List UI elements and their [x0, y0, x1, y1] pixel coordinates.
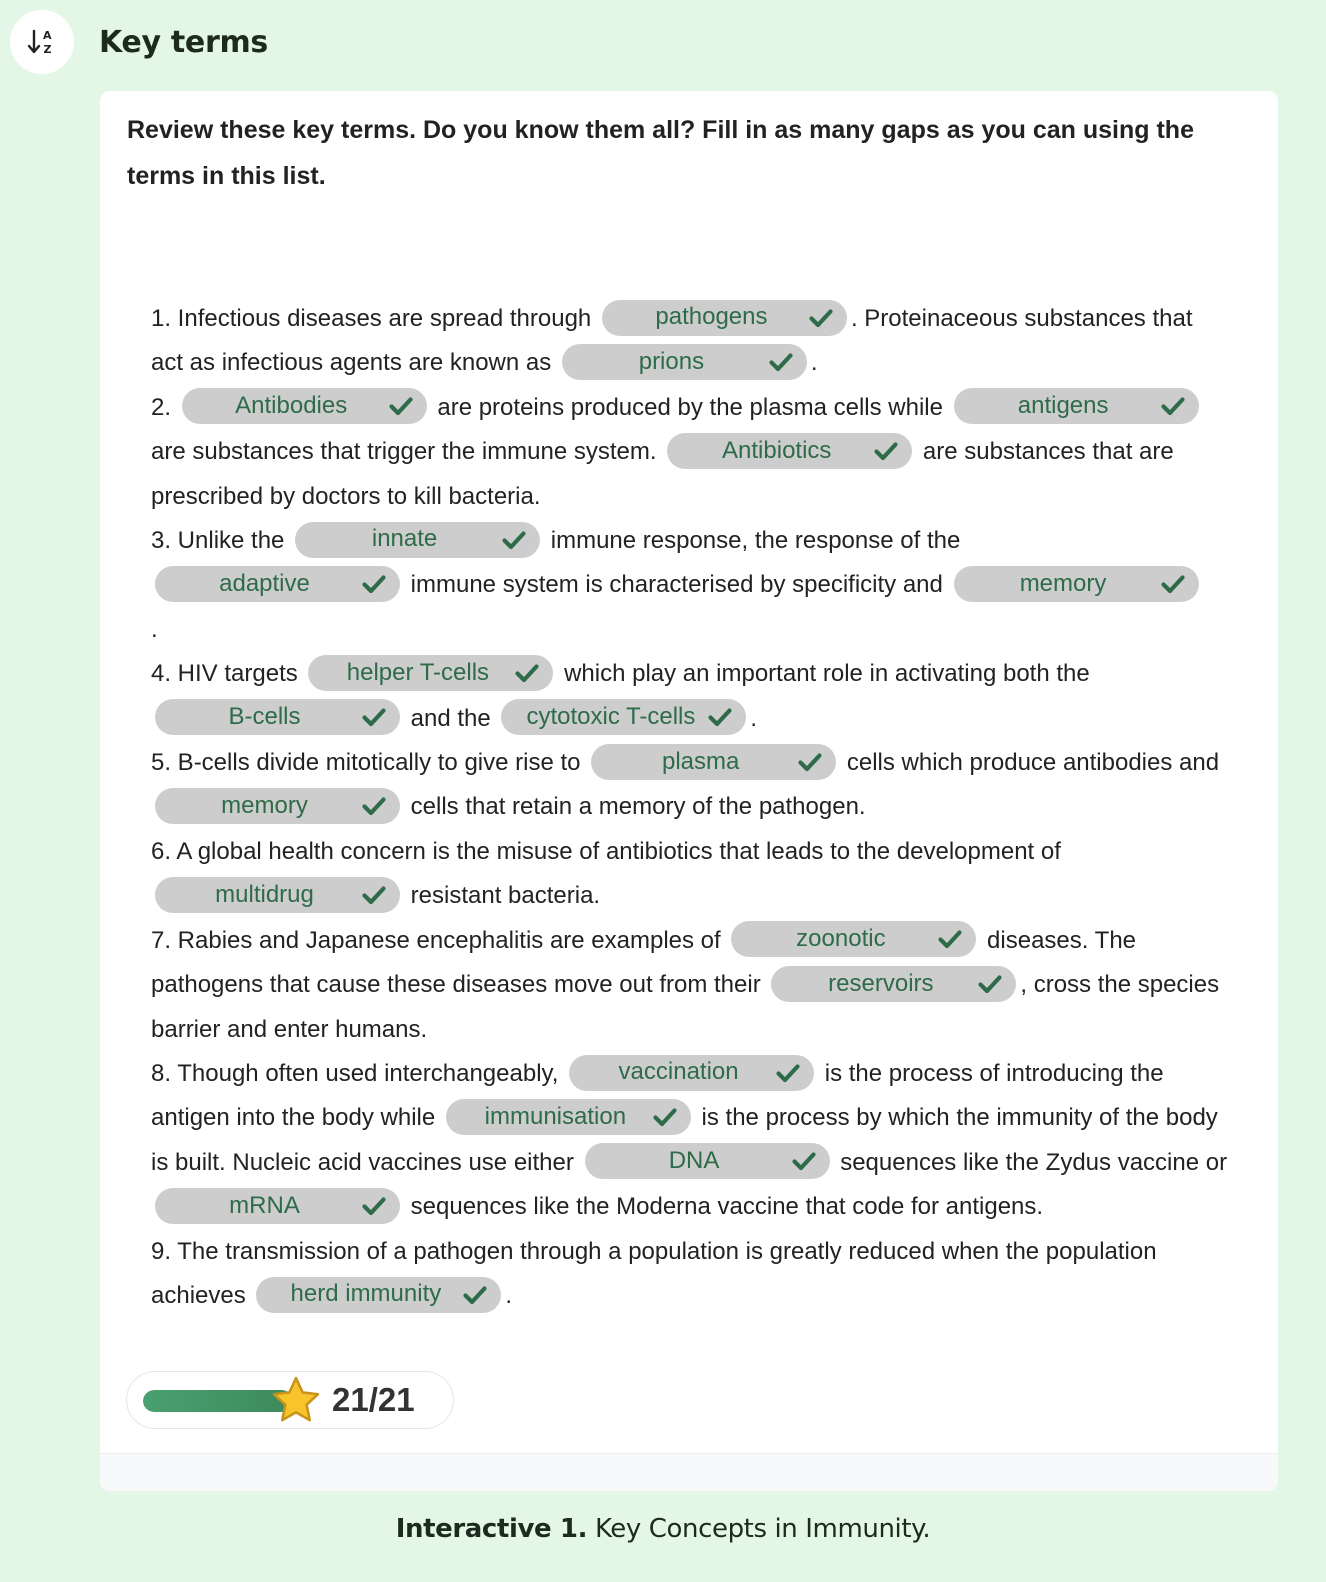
instructions: Review these key terms. Do you know them all? Fill in as many gaps as you can using the terms in this list. [127, 116, 1194, 190]
sentence-text: are substances that are prescribed by doctors to kill bacteria. [151, 438, 1174, 510]
answer-blank[interactable] [155, 699, 400, 735]
sentence-text: , cross the species barrier and enter humans. [151, 971, 1220, 1043]
answer-blank[interactable] [155, 877, 400, 913]
answer-blank[interactable] [731, 921, 976, 957]
check-icon [874, 441, 898, 461]
sentence-text: sequences like the Moderna vaccine that code for antigens. [404, 1193, 1044, 1221]
sentence-text: are substances that trigger the immune system. [151, 438, 664, 466]
sentence-text: . [750, 704, 758, 732]
answer-text: prions [638, 347, 705, 375]
check-icon [502, 530, 526, 550]
figure-caption [0, 1514, 1326, 1544]
answer-blank[interactable] [256, 1277, 501, 1313]
answer-text: memory [221, 791, 308, 819]
answer-text: memory [1019, 569, 1107, 597]
check-icon [362, 796, 386, 816]
sentence-text: resistant bacteria. [404, 882, 601, 910]
answer-blank[interactable] [446, 1099, 691, 1135]
sentence-text: . [810, 349, 818, 377]
answer-blank[interactable] [155, 566, 400, 602]
sentence-text: 1. Infectious diseases are spread through [151, 305, 598, 332]
answer-blank[interactable] [954, 566, 1199, 602]
answer-text: innate [371, 525, 438, 553]
sentence-text: . [151, 615, 158, 643]
check-icon [362, 574, 386, 594]
answer-text: immunisation [484, 1102, 627, 1130]
answer-blank[interactable] [501, 699, 746, 735]
sentence-text: 7. Rabies and Japanese encephalitis are examples of [151, 926, 728, 954]
answer-text: zoonotic [796, 925, 886, 953]
sentence-text: . Proteinaceous substances that act as infectious agents are known as [151, 305, 1193, 377]
star-icon [270, 1375, 322, 1425]
answer-blank[interactable] [295, 522, 540, 558]
answer-blank[interactable] [155, 1188, 400, 1224]
check-icon [792, 1151, 816, 1171]
answer-text: helper T-cells [346, 658, 490, 686]
check-icon [708, 707, 732, 727]
check-icon [389, 396, 413, 416]
fill-in-the-gaps-text [151, 297, 1231, 1318]
answer-blank[interactable] [308, 655, 553, 691]
check-icon [938, 929, 962, 949]
check-icon [362, 707, 386, 727]
sentence-text: . [505, 1281, 513, 1309]
answer-text: multidrug [215, 880, 314, 908]
answer-text: B-cells [228, 703, 301, 731]
answer-text: cytotoxic T-cells [526, 703, 696, 731]
sentence-text: 8. Though often used interchangeably, [151, 1059, 566, 1087]
sentence-text: cells that retain a memory of the pathogen. [404, 793, 866, 821]
sentence-text: is the process of introducing the antigen into the body while [151, 1059, 1164, 1132]
answer-blank[interactable] [569, 1055, 814, 1091]
check-icon [362, 885, 386, 905]
sentence-text: immune response, the response of the [544, 527, 961, 555]
sentence-text: 6. A global health concern is the misuse of antibiotics that leads to the development of [151, 837, 1061, 865]
sentence-text: are proteins produced by the plasma cells while [430, 393, 950, 421]
answer-text: herd immunity [290, 1280, 442, 1308]
sentence-text: sequences like the Zydus vaccine or [833, 1148, 1228, 1176]
answer-blank[interactable] [155, 788, 400, 824]
answer-blank[interactable] [954, 388, 1199, 424]
check-icon [515, 663, 539, 683]
answer-blank[interactable] [591, 744, 836, 780]
sentence-text: is the process by which the immunity of the body is built. Nucleic acid vaccines use either [151, 1104, 1218, 1176]
sentence-text: and the [404, 704, 498, 732]
sentence-text: immune system is characterised by specificity and [404, 571, 950, 599]
check-icon [1161, 396, 1185, 416]
progress-indicator [126, 1371, 454, 1429]
check-icon [776, 1063, 800, 1083]
sentence-text: cells which produce antibodies and [840, 749, 1220, 777]
card-footer [100, 1453, 1278, 1491]
answer-text: Antibodies [235, 392, 348, 420]
sort-alpha-icon [26, 27, 58, 57]
sort-button[interactable] [10, 10, 74, 74]
sentence-text: diseases. The pathogens that cause these diseases move out from their [151, 926, 1137, 999]
answer-blank[interactable] [182, 388, 427, 424]
answer-blank[interactable] [667, 433, 912, 469]
check-icon [653, 1107, 677, 1127]
caption-text: Key Concepts in Immunity. [587, 1514, 931, 1544]
check-icon [809, 308, 833, 328]
svg-text:Z: Z [43, 43, 52, 56]
svg-text:A: A [43, 29, 52, 42]
sentence-text: 4. HIV targets [151, 660, 305, 688]
answer-text: adaptive [219, 569, 310, 597]
sentence-text: 5. B-cells divide mitotically to give rise to [151, 749, 588, 777]
check-icon [1161, 574, 1185, 594]
answer-blank[interactable] [602, 300, 847, 336]
answer-text: mRNA [229, 1191, 300, 1219]
answer-text: vaccination [618, 1058, 739, 1086]
answer-text: plasma [661, 747, 740, 775]
sentence-text: which play an important role in activating both the [557, 660, 1090, 688]
answer-blank[interactable] [771, 966, 1016, 1002]
sentence-text: 3. Unlike the [151, 527, 292, 555]
exercise-card [100, 91, 1278, 1491]
check-icon [798, 752, 822, 772]
answer-text: Antibiotics [722, 436, 832, 464]
caption-label: Interactive 1. [395, 1514, 588, 1544]
answer-blank[interactable] [562, 344, 807, 380]
answer-blank[interactable] [585, 1143, 830, 1179]
answer-text: DNA [668, 1147, 720, 1175]
answer-text: reservoirs [828, 969, 934, 997]
section-title: Key terms [99, 24, 268, 60]
sentence-text: 2. [151, 393, 178, 421]
sentence-text: 9. The transmission of a pathogen through a population is greatly reduced when the population achieves [151, 1237, 1157, 1309]
check-icon [769, 352, 793, 372]
check-icon [362, 1196, 386, 1216]
check-icon [978, 974, 1002, 994]
answer-text: pathogens [655, 303, 768, 331]
section-header [10, 10, 268, 74]
score-text: 21/21 [332, 1381, 415, 1418]
check-icon [463, 1285, 487, 1305]
answer-text: antigens [1017, 392, 1109, 420]
